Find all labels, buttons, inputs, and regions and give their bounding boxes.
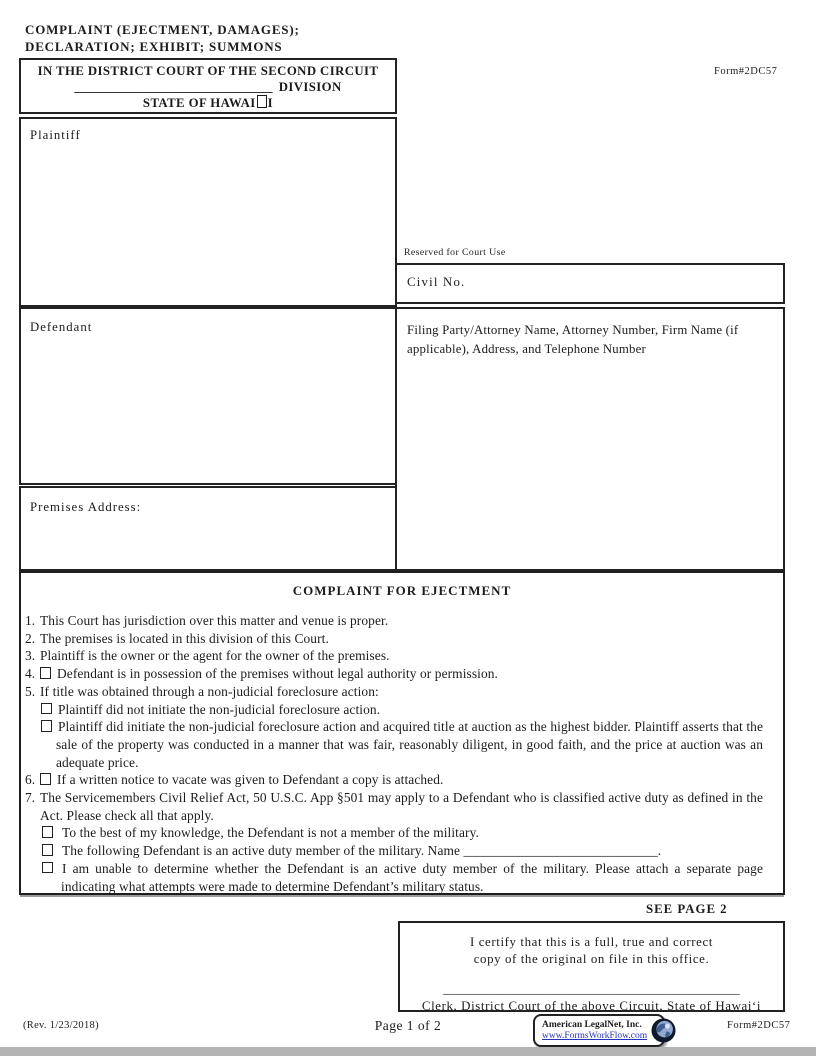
item-2-number: 2. xyxy=(25,630,36,646)
court-name-line: IN THE DISTRICT COURT OF THE SECOND CIRCUIT xyxy=(37,64,379,78)
page-indicator: Page 1 of 2 xyxy=(374,1018,442,1033)
missing-glyph-box-icon xyxy=(257,95,267,108)
complaint-item-5-sub-1 xyxy=(41,701,763,719)
item-1-text: This Court has jurisdiction over this matter and venue is proper. xyxy=(40,613,389,628)
globe-icon xyxy=(651,1018,676,1043)
certification-box xyxy=(398,921,785,1012)
item-4-checkbox-icon[interactable] xyxy=(40,667,51,679)
clerk-signature-line[interactable]: ______________________________________________ xyxy=(443,982,740,996)
complaint-item-5 xyxy=(25,683,763,701)
defendant-fill-area[interactable] xyxy=(19,307,397,485)
civil-no-fill-area[interactable] xyxy=(395,263,785,304)
filing-party-label: Filing Party/Attorney Name, Attorney Number, Firm Name (if applicable), Address, and Telephone Number xyxy=(407,323,739,356)
item-6-checkbox-icon[interactable] xyxy=(40,773,51,785)
item-7-sub-2-text: The following Defendant is an active duty member of the military. Name xyxy=(62,843,461,859)
complaint-items xyxy=(25,612,763,895)
item-7-sub-1-text: To the best of my knowledge, the Defendant is not a member of the military. xyxy=(62,825,479,841)
certification-line1: I certify that this is a full, true and correct xyxy=(470,935,713,949)
item-7-sub-2-period: . xyxy=(657,843,662,859)
item-4-text: Defendant is in possession of the premises without legal authority or permission. xyxy=(57,666,498,682)
defendant-name-blank[interactable]: _____________________________ xyxy=(463,843,658,859)
plaintiff-fill-area[interactable] xyxy=(19,117,397,307)
reserved-for-court-use-label: Reserved for Court Use xyxy=(404,247,506,258)
item-4-number: 4. xyxy=(25,666,36,682)
complaint-item-6 xyxy=(25,771,763,789)
complaint-heading: COMPLAINT FOR EJECTMENT xyxy=(292,583,512,598)
item-5-sub-1-checkbox-icon[interactable] xyxy=(41,703,52,715)
complaint-item-7-sub-2 xyxy=(42,842,763,860)
item-3-number: 3. xyxy=(25,648,36,664)
item-7-number: 7. xyxy=(25,790,36,806)
document-title-line2: DECLARATION; EXHIBIT; SUMMONS xyxy=(25,38,283,54)
item-1-number: 1. xyxy=(25,613,36,628)
item-5-number: 5. xyxy=(25,683,36,699)
filing-party-fill-area[interactable] xyxy=(395,307,785,571)
item-6-text: If a written notice to vacate was given to Defendant a copy is attached. xyxy=(57,772,444,788)
item-5-sub-2-checkbox-icon[interactable] xyxy=(41,720,52,732)
item-5-sub-1-text: Plaintiff did not initiate the non-judicial foreclosure action. xyxy=(58,701,381,717)
item-3-text: Plaintiff is the owner or the agent for the owner of the premises. xyxy=(40,648,390,664)
item-5-sub-2-text: Plaintiff did initiate the non-judicial foreclosure action and acquired title at auction as the highest bidder. Plaintiff asserts that the sale of the property was conducted in a manner that was fair, reasonably diligent, in good faith, and the price at auction was an adequate price. xyxy=(56,719,763,770)
complaint-item-5-sub-2 xyxy=(41,718,763,771)
logo-company-name: American LegalNet, Inc. xyxy=(542,1019,642,1030)
item-5-text: If title was obtained through a non-judicial foreclosure action: xyxy=(40,683,379,699)
logo-website-link[interactable]: www.FormsWorkFlow.com xyxy=(542,1030,648,1041)
civil-no-label: Civil No. xyxy=(407,275,466,289)
page-bottom-edge xyxy=(0,1047,816,1056)
court-header-box xyxy=(19,58,397,114)
state-line xyxy=(21,95,395,111)
defendant-label: Defendant xyxy=(30,320,93,334)
premises-address-fill-area[interactable] xyxy=(19,486,397,571)
complaint-item-7 xyxy=(25,789,763,824)
revision-date: (Rev. 1/23/2018) xyxy=(23,1020,99,1031)
plaintiff-label: Plaintiff xyxy=(30,128,81,142)
complaint-item-7-sub-1 xyxy=(42,824,763,842)
division-label: DIVISION xyxy=(278,80,342,94)
document-title-line1: COMPLAINT (EJECTMENT, DAMAGES); xyxy=(25,22,300,37)
item-2-text: The premises is located in this division of this Court. xyxy=(40,630,329,646)
complaint-item-3 xyxy=(25,647,763,665)
item-7-sub-2-checkbox-icon[interactable] xyxy=(42,844,53,856)
item-6-number: 6. xyxy=(25,772,36,788)
item-7-sub-1-checkbox-icon[interactable] xyxy=(42,826,53,838)
form-number-top: Form#2DC57 xyxy=(714,66,778,77)
complaint-item-7-sub-3 xyxy=(42,860,763,895)
division-line xyxy=(21,79,395,95)
state-line-suffix: I xyxy=(267,96,274,110)
state-line-prefix: STATE OF HAWAI xyxy=(142,96,256,110)
item-7-sub-3-text: I am unable to determine whether the Defendant is an active duty member of the military. Please attach a separate page indicating what attempts were made to determine Defendant’s military status. xyxy=(61,860,763,894)
complaint-section xyxy=(19,571,785,895)
american-legalnet-logo xyxy=(533,1014,665,1047)
certification-line2: copy of the original on file in this office. xyxy=(473,952,710,966)
document-title xyxy=(25,22,300,55)
see-page-2-note: SEE PAGE 2 xyxy=(646,902,728,916)
item-7-sub-3-checkbox-icon[interactable] xyxy=(42,862,53,874)
premises-address-label: Premises Address: xyxy=(30,500,142,514)
item-7-text: The Servicemembers Civil Relief Act, 50 U.S.C. App §501 may apply to a Defendant who is classified active duty as defined in the Act. Please check all that apply. xyxy=(40,790,763,823)
complaint-item-2 xyxy=(25,630,763,648)
logo-text xyxy=(542,1020,647,1042)
complaint-item-1 xyxy=(25,612,763,630)
complaint-item-4 xyxy=(25,665,763,683)
division-blank-line[interactable]: _______________________________ xyxy=(74,80,273,94)
form-number-footer: Form#2DC57 xyxy=(727,1020,791,1031)
clerk-title-line: Clerk, District Court of the above Circuit, State of Hawaiʻi xyxy=(421,999,762,1013)
